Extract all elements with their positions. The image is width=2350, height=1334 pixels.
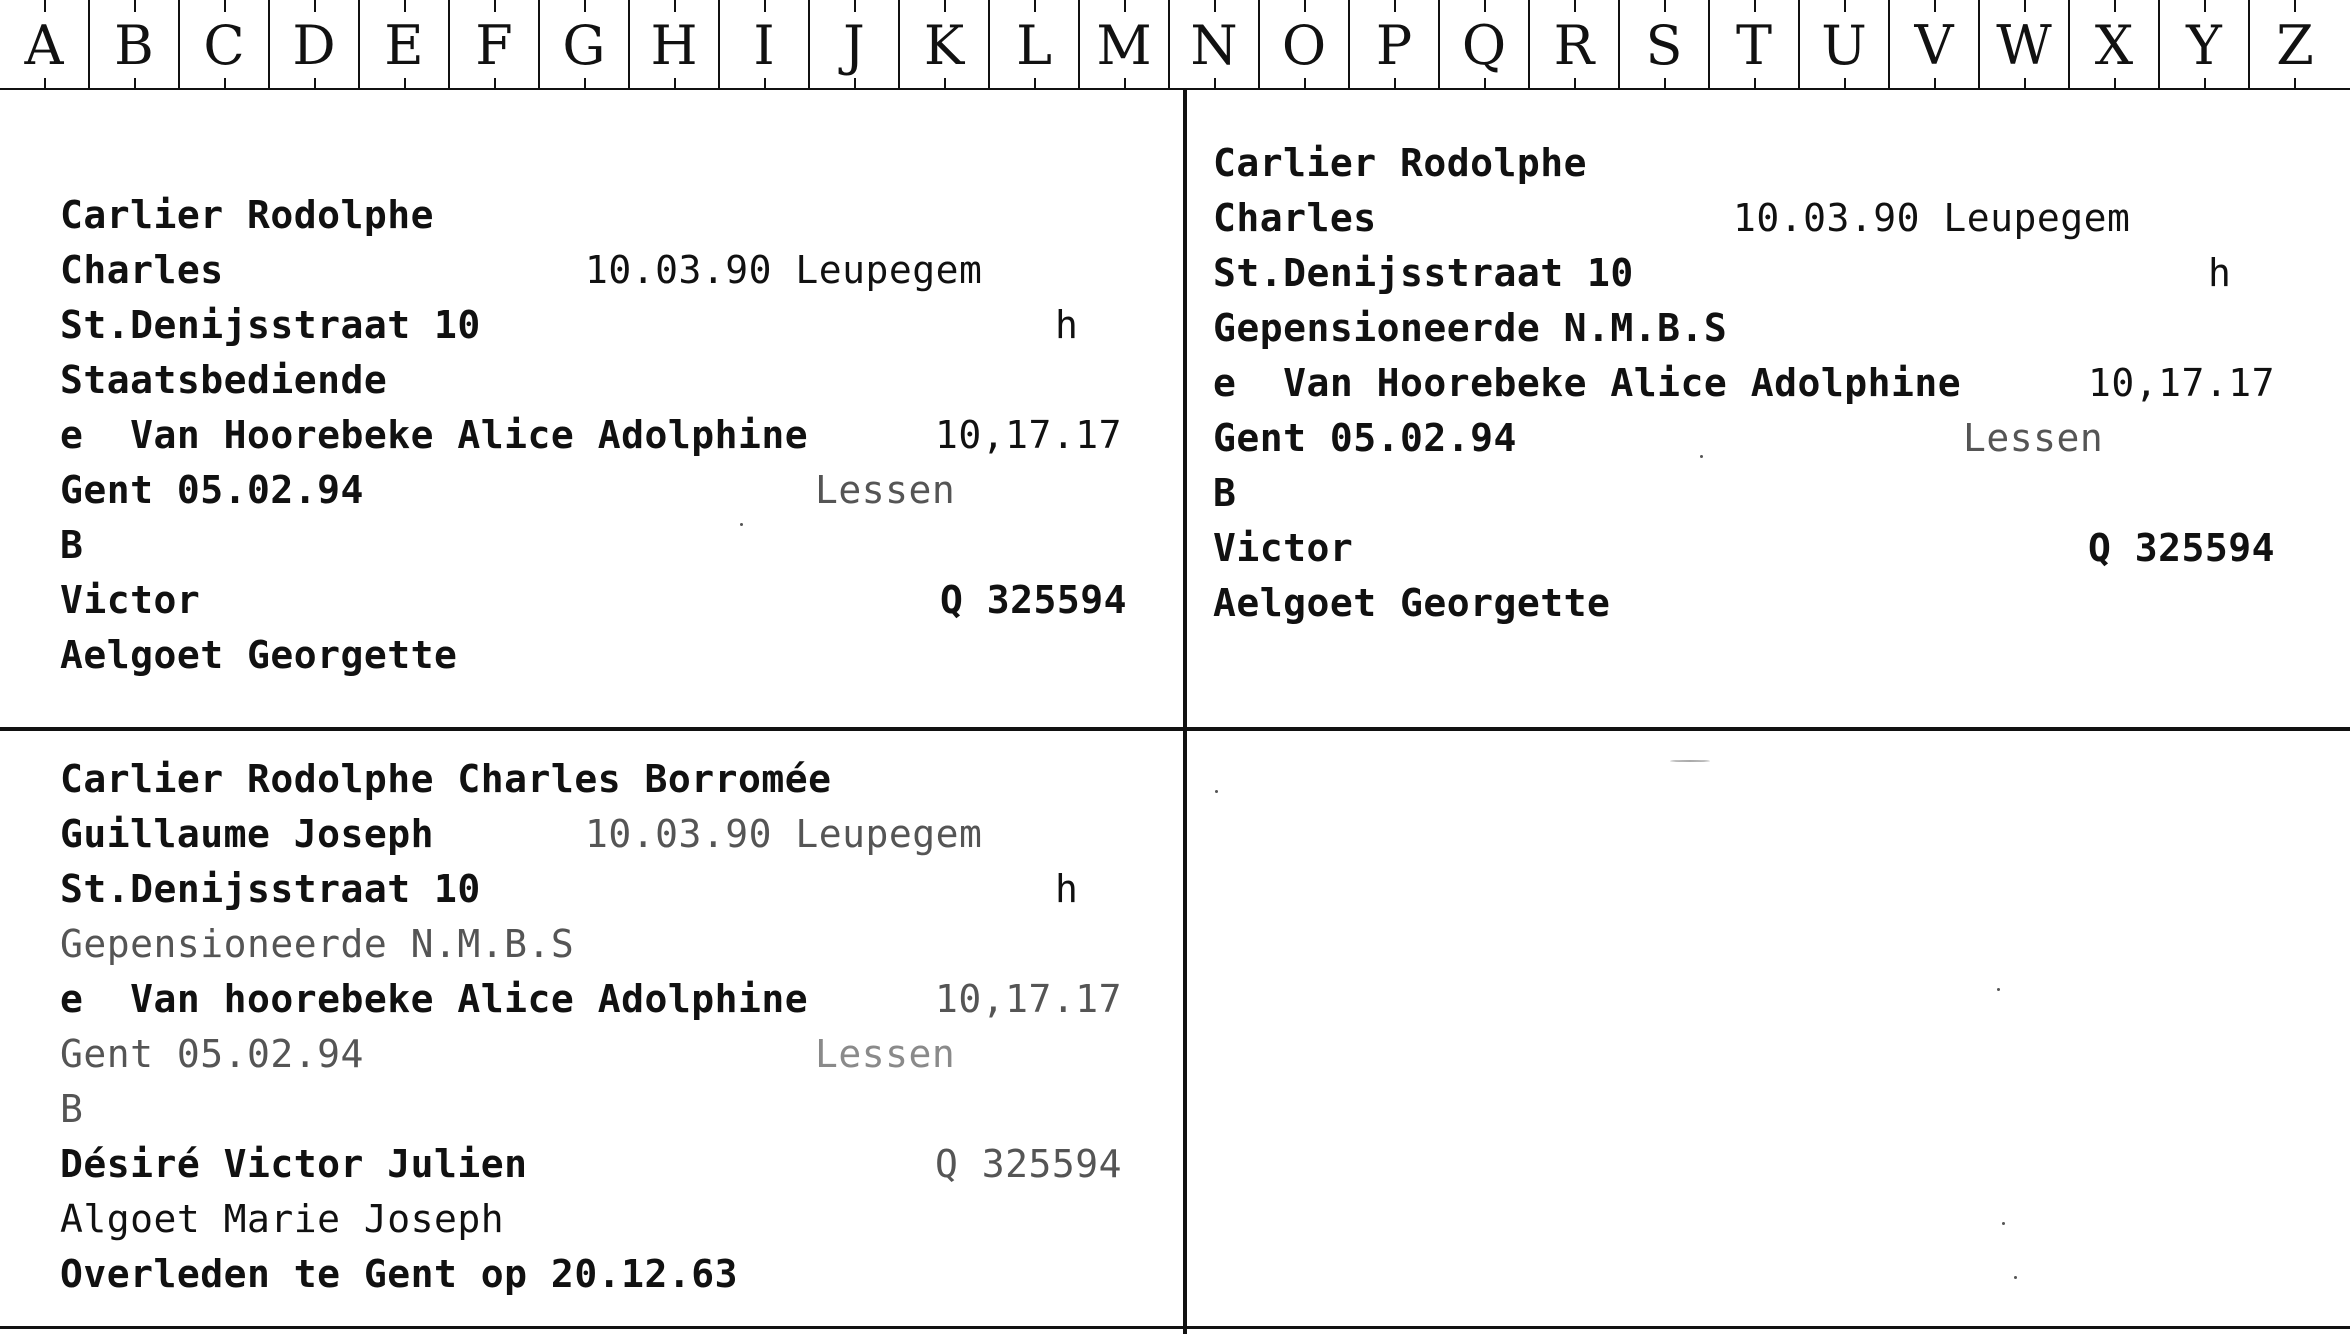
card-number: Q 325594: [935, 1142, 1123, 1186]
alphabet-letter-p: [1350, 0, 1440, 88]
alphabet-tick-mark: [764, 78, 766, 88]
card-firstname: Charles: [60, 248, 224, 292]
alphabet-letter-label: K: [923, 14, 965, 77]
card-birth: 10.03.90 Leupegem: [585, 248, 983, 292]
alphabet-letter-label: C: [203, 14, 245, 77]
alphabet-tick-mark: [1844, 78, 1846, 88]
card-marker: h: [1055, 867, 1079, 911]
alphabet-tick-mark: [404, 0, 406, 12]
alphabet-tick-mark: [2294, 78, 2296, 88]
scan-speck: [2014, 1276, 2017, 1279]
card-father: Désiré Victor Julien: [60, 1142, 528, 1186]
alphabet-letter-n: [1170, 0, 1260, 88]
alphabet-tick-mark: [134, 78, 136, 88]
card-letter: B: [60, 1087, 84, 1131]
alphabet-tick-mark: [314, 78, 316, 88]
alphabet-letter-m: [1080, 0, 1170, 88]
alphabet-tick-mark: [1484, 0, 1486, 12]
alphabet-tick-mark: [854, 0, 856, 12]
alphabet-tick-mark: [1124, 78, 1126, 88]
card-address: St.Denijsstraat 10: [60, 867, 481, 911]
alphabet-tick-mark: [2114, 0, 2116, 12]
card-marriage: Gent 05.02.94: [1213, 416, 1517, 460]
alphabet-letter-e: [360, 0, 450, 88]
card-death: Overleden te Gent op 20.12.63: [60, 1252, 738, 1296]
alphabet-tick-mark: [2204, 78, 2206, 88]
alphabet-letter-label: A: [24, 14, 64, 77]
card-marriage-place: Lessen: [1963, 416, 2104, 460]
alphabet-tick-mark: [224, 0, 226, 12]
alphabet-tick-mark: [134, 0, 136, 12]
alphabet-tick-mark: [2114, 78, 2116, 88]
alphabet-letter-label: G: [562, 14, 606, 77]
card-marriage-place: Lessen: [815, 1032, 956, 1076]
alphabet-tick-mark: [944, 0, 946, 12]
card-marriage-place: Lessen: [815, 468, 956, 512]
alphabet-letter-j: [810, 0, 900, 88]
alphabet-letter-label: S: [1645, 14, 1683, 77]
card-letter: B: [1213, 471, 1237, 515]
card-mother: Aelgoet Georgette: [1213, 581, 1611, 625]
card-spouse-code: 10,17.17: [935, 413, 1123, 457]
card-name: Carlier Rodolphe: [1213, 141, 1588, 185]
card-top-right: [1213, 136, 2343, 636]
alphabet-tick-mark: [584, 78, 586, 88]
alphabet-letter-label: B: [114, 14, 154, 77]
alphabet-letter-a: [0, 0, 90, 88]
card-name: Carlier Rodolphe: [60, 193, 435, 237]
alphabet-tick-mark: [1394, 0, 1396, 12]
alphabet-letter-label: J: [843, 14, 865, 77]
alphabet-tick-mark: [584, 0, 586, 12]
card-marriage: Gent 05.02.94: [60, 1032, 364, 1076]
alphabet-letter-label: V: [1914, 14, 1954, 77]
alphabet-tick-mark: [1214, 78, 1216, 88]
divider-vertical: [1183, 88, 1187, 1334]
card-spouse: e Van Hoorebeke Alice Adolphine: [1213, 361, 1962, 405]
card-number: Q 325594: [2088, 526, 2276, 570]
alphabet-letter-u: [1800, 0, 1890, 88]
card-bottom-left: [60, 752, 1170, 1317]
alphabet-tick-mark: [494, 78, 496, 88]
alphabet-letter-h: [630, 0, 720, 88]
alphabet-letter-s: [1620, 0, 1710, 88]
alphabet-tick-mark: [44, 78, 46, 88]
alphabet-letter-label: E: [384, 14, 424, 77]
alphabet-tick-mark: [764, 0, 766, 12]
alphabet-tick-mark: [854, 78, 856, 88]
alphabet-letter-label: T: [1735, 14, 1773, 77]
alphabet-letter-label: W: [1996, 14, 2052, 77]
alphabet-letter-w: [1980, 0, 2070, 88]
alphabet-letter-c: [180, 0, 270, 88]
alphabet-tick-mark: [404, 78, 406, 88]
alphabet-tick-mark: [1934, 78, 1936, 88]
alphabet-letter-label: Y: [2186, 14, 2222, 77]
card-letter: B: [60, 523, 84, 567]
card-father: Victor: [1213, 526, 1354, 570]
alphabet-tick-mark: [944, 78, 946, 88]
divider-bottom: [0, 1326, 2350, 1329]
alphabet-tick-mark: [1844, 0, 1846, 12]
alphabet-tick-mark: [1574, 78, 1576, 88]
card-firstname: Guillaume Joseph: [60, 812, 435, 856]
scan-speck: [1670, 760, 1710, 762]
alphabet-tick-mark: [1754, 78, 1756, 88]
card-occupation: Gepensioneerde N.M.B.S: [60, 922, 575, 966]
divider-horizontal: [0, 727, 2350, 731]
alphabet-letter-label: L: [1016, 14, 1052, 77]
card-spouse: e Van hoorebeke Alice Adolphine: [60, 977, 809, 1021]
scan-speck: [1215, 790, 1218, 793]
alphabet-letter-label: H: [650, 14, 698, 77]
alphabet-tick-mark: [1664, 0, 1666, 12]
card-address: St.Denijsstraat 10: [1213, 251, 1634, 295]
card-birth: 10.03.90 Leupegem: [585, 812, 983, 856]
alphabet-letter-g: [540, 0, 630, 88]
alphabet-tick-mark: [1124, 0, 1126, 12]
alphabet-letter-q: [1440, 0, 1530, 88]
alphabet-letter-x: [2070, 0, 2160, 88]
alphabet-letter-t: [1710, 0, 1800, 88]
alphabet-letter-label: Q: [1461, 14, 1507, 77]
alphabet-tick-mark: [1574, 0, 1576, 12]
alphabet-letter-i: [720, 0, 810, 88]
alphabet-tick-mark: [1484, 78, 1486, 88]
alphabet-tick-mark: [674, 78, 676, 88]
alphabet-letter-o: [1260, 0, 1350, 88]
alphabet-tick-mark: [1304, 78, 1306, 88]
card-occupation: Staatsbediende: [60, 358, 388, 402]
alphabet-letter-label: D: [292, 14, 336, 77]
alphabet-letter-k: [900, 0, 990, 88]
alphabet-tick-mark: [1034, 0, 1036, 12]
scan-speck: [2002, 1222, 2005, 1225]
alphabet-letter-label: F: [475, 14, 513, 77]
alphabet-tick-mark: [44, 0, 46, 12]
alphabet-tick-mark: [1394, 78, 1396, 88]
card-spouse-code: 10,17.17: [2088, 361, 2276, 405]
alphabet-tick-mark: [2294, 0, 2296, 12]
scan-speck: [740, 523, 743, 526]
alphabet-tick-mark: [224, 78, 226, 88]
card-spouse: e Van Hoorebeke Alice Adolphine: [60, 413, 809, 457]
alphabet-tick-mark: [2024, 78, 2026, 88]
card-occupation: Gepensioneerde N.M.B.S: [1213, 306, 1728, 350]
card-marker: h: [2208, 251, 2232, 295]
alphabet-letter-label: Z: [2276, 14, 2314, 77]
alphabet-tick-mark: [2024, 0, 2026, 12]
alphabet-letter-label: I: [753, 14, 775, 77]
alphabet-letter-label: X: [2094, 14, 2134, 77]
alphabet-tick-mark: [674, 0, 676, 12]
scan-speck: [1700, 455, 1703, 458]
card-name: Carlier Rodolphe Charles Borromée: [60, 757, 832, 801]
card-mother: Algoet Marie Joseph: [60, 1197, 505, 1241]
alphabet-tick-mark: [1214, 0, 1216, 12]
alphabet-letter-y: [2160, 0, 2250, 88]
alphabet-tick-mark: [1664, 78, 1666, 88]
alphabet-letter-label: P: [1375, 14, 1413, 77]
card-birth: 10.03.90 Leupegem: [1733, 196, 2131, 240]
alphabet-letter-label: U: [1821, 14, 1867, 77]
alphabet-tick-mark: [494, 0, 496, 12]
card-number: Q 325594: [940, 578, 1128, 622]
alphabet-tick-mark: [1034, 78, 1036, 88]
scan-speck: [1997, 988, 2000, 991]
card-mother: Aelgoet Georgette: [60, 633, 458, 677]
alphabet-letter-v: [1890, 0, 1980, 88]
alphabet-letter-r: [1530, 0, 1620, 88]
card-top-left: [60, 188, 1170, 688]
alphabet-tick-mark: [2204, 0, 2206, 12]
alphabet-letter-b: [90, 0, 180, 88]
alphabet-index-strip: [0, 0, 2350, 90]
alphabet-tick-mark: [1934, 0, 1936, 12]
card-firstname: Charles: [1213, 196, 1377, 240]
alphabet-letter-f: [450, 0, 540, 88]
alphabet-letter-label: M: [1096, 14, 1152, 77]
alphabet-letter-label: R: [1553, 14, 1595, 77]
card-marriage: Gent 05.02.94: [60, 468, 364, 512]
alphabet-tick-mark: [1754, 0, 1756, 12]
card-marker: h: [1055, 303, 1079, 347]
card-father: Victor: [60, 578, 201, 622]
alphabet-letter-label: O: [1281, 14, 1327, 77]
alphabet-letter-label: N: [1190, 14, 1238, 77]
card-spouse-code: 10,17.17: [935, 977, 1123, 1021]
alphabet-letter-l: [990, 0, 1080, 88]
alphabet-tick-mark: [1304, 0, 1306, 12]
card-address: St.Denijsstraat 10: [60, 303, 481, 347]
alphabet-tick-mark: [314, 0, 316, 12]
alphabet-letter-d: [270, 0, 360, 88]
alphabet-letter-z: [2250, 0, 2340, 88]
